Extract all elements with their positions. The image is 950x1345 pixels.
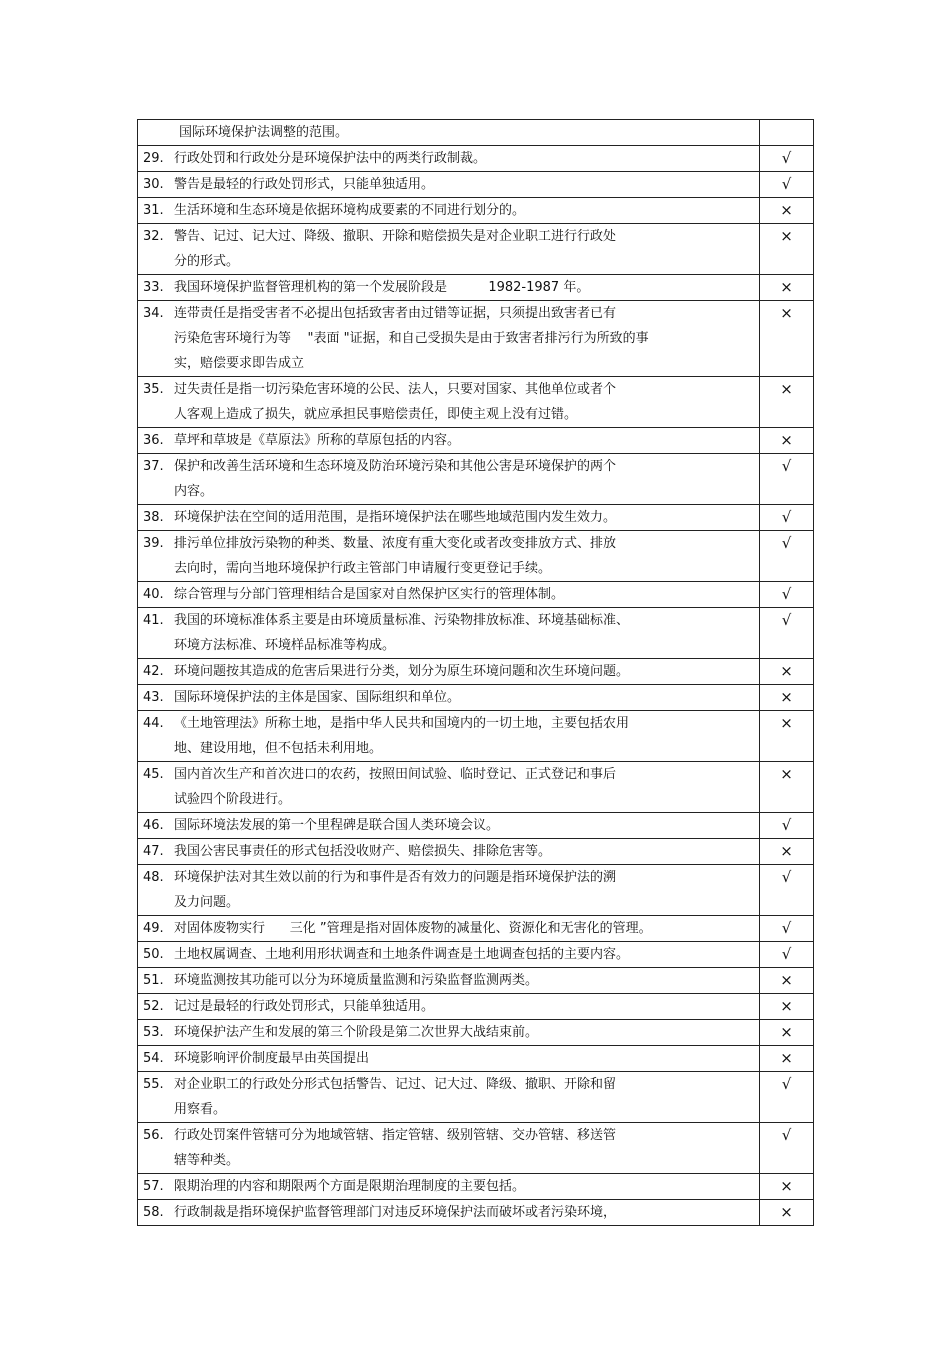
question-cell: [138, 1072, 760, 1123]
question-text-line: 行政处罚和行政处分是环境保护法中的两类行政制裁。: [174, 151, 487, 166]
question-text-line: 环境影响评价制度最早由英国提出: [174, 1051, 370, 1066]
question-cell: [138, 377, 760, 428]
question-text-line: 我国公害民事责任的形式包括没收财产、赔偿损失、排除危害等。: [174, 844, 552, 859]
question-cell: [138, 1200, 760, 1226]
question-cell: [138, 1174, 760, 1200]
question-number: 32.: [143, 229, 164, 244]
question-first-line: [138, 1174, 759, 1199]
question-number: 41.: [143, 613, 164, 628]
table-row: [138, 1046, 814, 1072]
question-text-line: 过失责任是指一切污染危害环境的公民、法人，只要对国家、其他单位或者个: [174, 382, 617, 397]
question-first-line: [138, 685, 759, 710]
question-cell: [138, 839, 760, 865]
question-cell: [138, 813, 760, 839]
answer-mark: [760, 120, 814, 146]
question-number: 30.: [143, 177, 164, 192]
question-text-line: 环境问题按其造成的危害后果进行分类，划分为原生环境问题和次生环境问题。: [174, 664, 630, 679]
question-cell: [138, 275, 760, 301]
question-cell: [138, 146, 760, 172]
table-row: [138, 813, 814, 839]
question-text-line: 《土地管理法》所称土地，是指中华人民共和国境内的一切土地，主要包括农用: [174, 716, 630, 731]
question-text-line: 环境保护法对其生效以前的行为和事件是否有效力的问题是指环境保护法的溯: [174, 870, 617, 885]
question-first-line: [138, 275, 759, 300]
table-row: [138, 1020, 814, 1046]
answer-mark: ×: [760, 377, 814, 428]
table-row: [138, 711, 814, 762]
question-text-line: 污染危害环境行为等 "表面 "证据，和自己受损失是由于致害者排污行为所致的事: [174, 331, 649, 346]
question-text-line: 实，赔偿要求即告成立: [174, 356, 305, 371]
question-number: 55.: [143, 1077, 164, 1092]
question-cell: [138, 454, 760, 505]
table-row: [138, 582, 814, 608]
question-first-line: [138, 762, 759, 787]
answer-mark: √: [760, 942, 814, 968]
question-text-line: 用察看。: [174, 1102, 227, 1117]
table-row: [138, 505, 814, 531]
question-number: 35.: [143, 382, 164, 397]
question-text-line: 连带责任是指受害者不必提出包括致害者由过错等证据，只须提出致害者已有: [174, 306, 617, 321]
question-first-line: [138, 711, 759, 736]
table-row: [138, 428, 814, 454]
question-text-line: 警告是最轻的行政处罚形式，只能单独适用。: [174, 177, 435, 192]
question-number: 47.: [143, 844, 164, 859]
question-number: 43.: [143, 690, 164, 705]
question-number: [143, 120, 179, 145]
question-text-line: 我国的环境标准体系主要是由环境质量标准、污染物排放标准、环境基础标准、: [174, 613, 630, 628]
question-first-line: [138, 968, 759, 993]
table-row: [138, 120, 814, 146]
table-row: [138, 839, 814, 865]
table-row: [138, 942, 814, 968]
question-cell: [138, 224, 760, 275]
table-row: [138, 916, 814, 942]
question-cell: [138, 865, 760, 916]
question-first-line: [138, 839, 759, 864]
question-cell: [138, 762, 760, 813]
table-row: [138, 968, 814, 994]
question-text-line: 记过是最轻的行政处罚形式，只能单独适用。: [174, 999, 435, 1014]
answer-mark: √: [760, 146, 814, 172]
answer-mark: √: [760, 916, 814, 942]
question-text-line: 辖等种类。: [174, 1153, 240, 1168]
question-number: 33.: [143, 280, 164, 295]
question-first-line: [138, 428, 759, 453]
question-text-line: 环境保护法产生和发展的第三个阶段是第二次世界大战结束前。: [174, 1025, 539, 1040]
question-text-line: 环境保护法在空间的适用范围，是指环境保护法在哪些地域范围内发生效力。: [174, 510, 617, 525]
question-text-line: 保护和改善生活环境和生态环境及防治环境污染和其他公害是环境保护的两个: [174, 459, 617, 474]
question-text-line: 试验四个阶段进行。: [174, 792, 292, 807]
question-first-line: [138, 1072, 759, 1097]
question-text-line: 对企业职工的行政处分形式包括警告、记过、记大过、降级、撤职、开除和留: [174, 1077, 617, 1092]
question-number: 40.: [143, 587, 164, 602]
answer-mark: ×: [760, 1046, 814, 1072]
answer-mark: √: [760, 582, 814, 608]
question-cell: [138, 428, 760, 454]
question-number: 54.: [143, 1051, 164, 1066]
question-text-line: 我国环境保护监督管理机构的第一个发展阶段是 1982-1987 年。: [174, 280, 590, 295]
question-first-line: [138, 377, 759, 402]
question-first-line: [138, 659, 759, 684]
question-cell: [138, 916, 760, 942]
question-cell: [138, 659, 760, 685]
question-number: 36.: [143, 433, 164, 448]
question-text-line: 行政处罚案件管辖可分为地域管辖、指定管辖、级别管辖、交办管辖、移送管: [174, 1128, 617, 1143]
answer-mark: ×: [760, 224, 814, 275]
judgement-question-table: [137, 119, 814, 1226]
question-text-line: 土地权属调查、土地利用形状调查和土地条件调查是土地调查包括的主要内容。: [174, 947, 630, 962]
question-number: 44.: [143, 716, 164, 731]
table-row: [138, 198, 814, 224]
answer-mark: √: [760, 608, 814, 659]
question-text-line: 分的形式。: [174, 254, 240, 269]
question-cell: [138, 1123, 760, 1174]
question-first-line: [138, 916, 759, 941]
question-text-line: 草坪和草坡是《草原法》所称的草原包括的内容。: [174, 433, 461, 448]
question-text-line: 限期治理的内容和期限两个方面是限期治理制度的主要包括。: [174, 1179, 526, 1194]
answer-mark: ×: [760, 659, 814, 685]
answer-mark: ×: [760, 762, 814, 813]
question-first-line: [138, 224, 759, 249]
question-text-line: 对固体废物实行 三化 ”管理是指对固体废物的减量化、资源化和无害化的管理。: [174, 921, 652, 936]
answer-mark: ×: [760, 1020, 814, 1046]
table-row: [138, 608, 814, 659]
answer-mark: √: [760, 172, 814, 198]
table-row: [138, 172, 814, 198]
answer-mark: √: [760, 1123, 814, 1174]
question-cell: [138, 608, 760, 659]
answer-mark: √: [760, 531, 814, 582]
question-first-line: [138, 1020, 759, 1045]
question-number: 46.: [143, 818, 164, 833]
question-text-line: 内容。: [174, 484, 214, 499]
question-number: 57.: [143, 1179, 164, 1194]
question-cell: [138, 172, 760, 198]
question-text-line: 排污单位排放污染物的种类、数量、浓度有重大变化或者改变排放方式、排放: [174, 536, 617, 551]
table-row: [138, 659, 814, 685]
question-cell: [138, 582, 760, 608]
question-number: 45.: [143, 767, 164, 782]
question-text-line: 人客观上造成了损失，就应承担民事赔偿责任，即使主观上没有过错。: [174, 407, 578, 422]
question-number: 49.: [143, 921, 164, 936]
question-number: 50.: [143, 947, 164, 962]
question-text-line: 及力问题。: [174, 895, 240, 910]
answer-mark: ×: [760, 968, 814, 994]
question-first-line: [138, 505, 759, 530]
question-cell: [138, 685, 760, 711]
question-number: 39.: [143, 536, 164, 551]
table-row: [138, 301, 814, 377]
question-number: 34.: [143, 306, 164, 321]
answer-mark: ×: [760, 994, 814, 1020]
answer-mark: ×: [760, 1200, 814, 1226]
question-number: 31.: [143, 203, 164, 218]
question-first-line: [138, 172, 759, 197]
table-row: [138, 994, 814, 1020]
table-row: [138, 1200, 814, 1226]
question-first-line: [138, 146, 759, 171]
answer-mark: ×: [760, 198, 814, 224]
answer-mark: ×: [760, 685, 814, 711]
question-cell: [138, 198, 760, 224]
table-row: [138, 146, 814, 172]
question-first-line: [138, 813, 759, 838]
question-number: 42.: [143, 664, 164, 679]
answer-mark: √: [760, 454, 814, 505]
question-cell: [138, 1046, 760, 1072]
question-first-line: [138, 582, 759, 607]
question-first-line: [138, 608, 759, 633]
question-text-line: 国际环境保护法调整的范围。: [179, 125, 349, 140]
table-row: [138, 865, 814, 916]
question-cell: [138, 1020, 760, 1046]
table-row: [138, 1072, 814, 1123]
question-text-line: 去向时，需向当地环境保护行政主管部门申请履行变更登记手续。: [174, 561, 552, 576]
question-cell: [138, 301, 760, 377]
table-body: [138, 120, 814, 1226]
question-cell: [138, 994, 760, 1020]
question-number: 58.: [143, 1205, 164, 1220]
answer-mark: ×: [760, 711, 814, 762]
question-first-line: [138, 198, 759, 223]
question-number: 51.: [143, 973, 164, 988]
question-number: 52.: [143, 999, 164, 1014]
question-first-line: [138, 120, 759, 145]
question-number: 53.: [143, 1025, 164, 1040]
question-cell: [138, 942, 760, 968]
question-text-line: 行政制裁是指环境保护监督管理部门对违反环境保护法而破坏或者污染环境，: [174, 1205, 617, 1220]
question-cell: [138, 968, 760, 994]
question-text-line: 国内首次生产和首次进口的农药，按照田间试验、临时登记、正式登记和事后: [174, 767, 617, 782]
question-text-line: 环境方法标准、环境样品标准等构成。: [174, 638, 396, 653]
answer-mark: ×: [760, 275, 814, 301]
question-first-line: [138, 1046, 759, 1071]
question-text-line: 地、建设用地，但不包括未利用地。: [174, 741, 383, 756]
answer-mark: ×: [760, 839, 814, 865]
table-row: [138, 685, 814, 711]
question-text-line: 生活环境和生态环境是依据环境构成要素的不同进行划分的。: [174, 203, 526, 218]
table-row: [138, 531, 814, 582]
answer-mark: √: [760, 865, 814, 916]
table-row: [138, 1123, 814, 1174]
answer-mark: ×: [760, 1174, 814, 1200]
question-first-line: [138, 865, 759, 890]
question-first-line: [138, 994, 759, 1019]
question-text-line: 国际环境保护法的主体是国家、国际组织和单位。: [174, 690, 461, 705]
answer-mark: ×: [760, 301, 814, 377]
question-first-line: [138, 454, 759, 479]
question-cell: [138, 505, 760, 531]
question-first-line: [138, 942, 759, 967]
question-cell: [138, 531, 760, 582]
question-first-line: [138, 1200, 759, 1225]
question-text-line: 环境监测按其功能可以分为环境质量监测和污染监督监测两类。: [174, 973, 539, 988]
table-row: [138, 224, 814, 275]
question-first-line: [138, 301, 759, 326]
question-number: 38.: [143, 510, 164, 525]
question-text-line: 国际环境法发展的第一个里程碑是联合国人类环境会议。: [174, 818, 500, 833]
answer-mark: √: [760, 505, 814, 531]
table-row: [138, 1174, 814, 1200]
question-cell: [138, 711, 760, 762]
question-number: 37.: [143, 459, 164, 474]
question-first-line: [138, 531, 759, 556]
question-text-line: 综合管理与分部门管理相结合是国家对自然保护区实行的管理体制。: [174, 587, 565, 602]
question-first-line: [138, 1123, 759, 1148]
table-row: [138, 275, 814, 301]
answer-mark: √: [760, 813, 814, 839]
question-number: 56.: [143, 1128, 164, 1143]
question-number: 29.: [143, 151, 164, 166]
answer-mark: ×: [760, 428, 814, 454]
table-row: [138, 377, 814, 428]
question-text-line: 警告、记过、记大过、降级、撤职、开除和赔偿损失是对企业职工进行行政处: [174, 229, 617, 244]
answer-mark: √: [760, 1072, 814, 1123]
table-row: [138, 762, 814, 813]
question-cell: [138, 120, 760, 146]
question-number: 48.: [143, 870, 164, 885]
table-row: [138, 454, 814, 505]
